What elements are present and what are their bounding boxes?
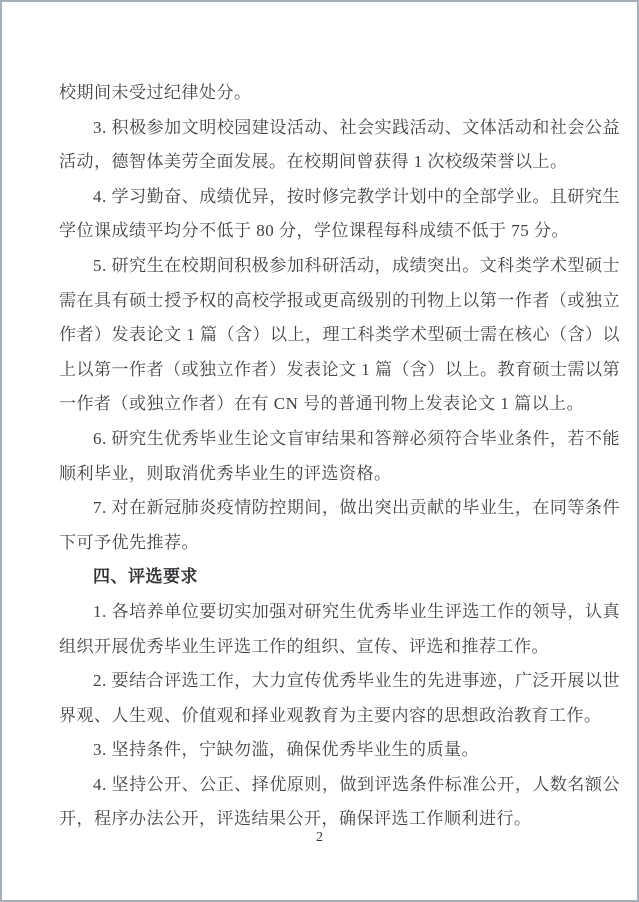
paragraph: 7. 对在新冠肺炎疫情防控期间，做出突出贡献的毕业生，在同等条件下可予优先推荐。	[59, 498, 620, 552]
paragraph: 3. 积极参加文明校园建设活动、社会实践活动、文体活动和社会公益活动，德智体美劳全面发展。在校期间曾获得 1 次校级荣誉以上。	[59, 117, 620, 172]
document-body	[59, 76, 620, 837]
paragraph: 2. 要结合评选工作，大力宣传优秀毕业生的先进事迹，广泛开展以世界观、人生观、价值观和择业观教育为主要内容的思想政治教育工作。	[59, 671, 620, 725]
paragraph: 3. 坚持条件，宁缺勿滥，确保优秀毕业生的质量。	[93, 740, 479, 760]
page-number: 2	[316, 830, 323, 845]
paragraph: 4. 坚持公开、公正、择优原则，做到评选条件标准公开，人数名额公开，程序办法公开，评选结果公开，确保评选工作顺利进行。	[59, 774, 620, 829]
paragraph: 4. 学习勤奋、成绩优异，按时修完教学计划中的全部学业。且研究生学位课成绩平均分不低于 80 分，学位课程每科成绩不低于 75 分。	[59, 186, 620, 241]
paragraph: 1. 各培养单位要切实加强对研究生优秀毕业生评选工作的领导，认真组织开展优秀毕业生评选工作的组织、宣传、评选和推荐工作。	[59, 601, 620, 656]
paragraph: 6. 研究生优秀毕业生论文盲审结果和答辩必须符合毕业条件，若不能顺利毕业，则取消优秀毕业生的评选资格。	[59, 428, 620, 483]
paragraph: 5. 研究生在校期间积极参加科研活动，成绩突出。文科类学术型硕士需在具有硕士授予权的高校学报或更高级别的刊物上以第一作者（或独立作者）发表论文 1 篇（含）以上，理工科类学术型硕士需在核心（含）以上以第一作者（或独立作者）发表论文 1 篇（含）以上。教育硕士需以第一作者（或独立作者）在有 CN 号的普通刊物上发表论文 1 篇以上。	[59, 255, 620, 414]
section-heading: 四、评选要求	[93, 567, 198, 587]
paragraph: 校期间未受过纪律处分。	[59, 83, 252, 102]
